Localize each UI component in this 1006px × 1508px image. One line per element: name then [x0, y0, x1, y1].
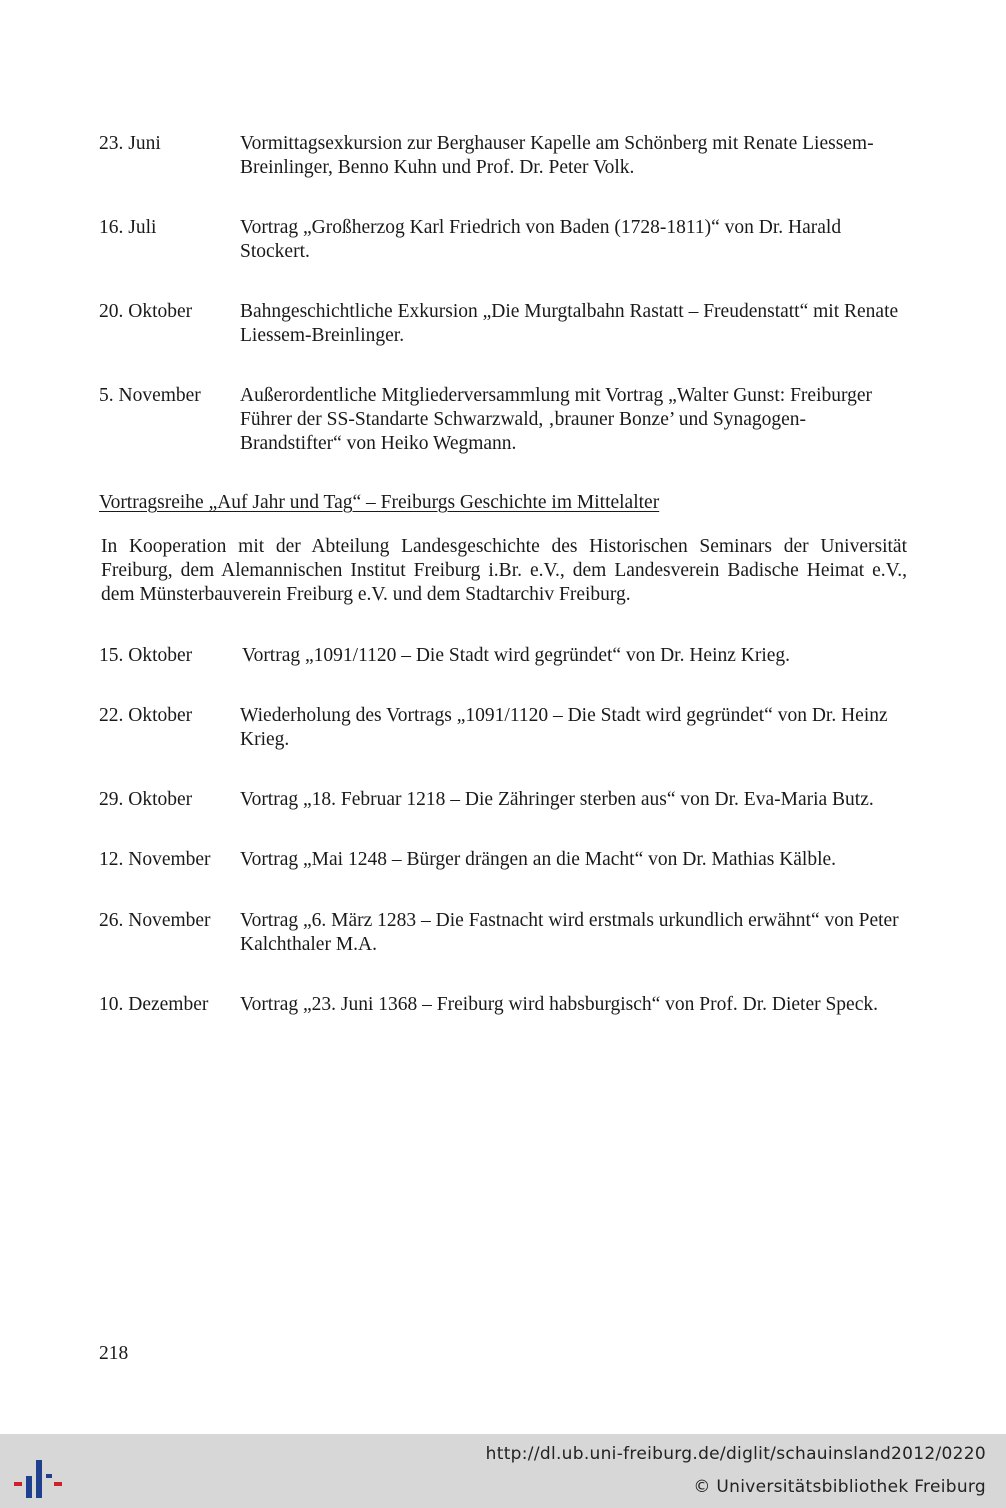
lecture-text: Vortrag „Mai 1248 – Bürger drängen an die Macht“ von Dr. Mathias Kälble. — [240, 849, 837, 870]
page-number: 218 — [99, 1343, 129, 1364]
footer-bar — [0, 1434, 1006, 1508]
lecture-text: Vortrag „1091/1120 – Die Stadt wird gegründet“ von Dr. Heinz Krieg. — [242, 645, 791, 666]
lecture-date: 10. Dezember — [99, 994, 209, 1015]
lecture-date: 26. November — [99, 910, 211, 931]
document-url[interactable]: http://dl.ub.uni-freiburg.de/diglit/schauinsland2012/0220 — [485, 1444, 986, 1464]
lecture-text: Wiederholung des Vortrags „1091/1120 – Die Stadt wird gegründet“ von Dr. Heinz Krieg. — [240, 705, 888, 750]
lecture-entry — [99, 993, 907, 1017]
event-text: Vortrag „Großherzog Karl Friedrich von Baden (1728-1811)“ von Dr. Harald Stockert. — [240, 217, 842, 262]
lecture-date: 29. Oktober — [99, 789, 193, 810]
lecture-entry — [99, 909, 907, 957]
event-entry — [99, 300, 907, 348]
ub-freiburg-logo-icon — [12, 1446, 64, 1502]
lecture-date: 12. November — [99, 849, 211, 870]
lecture-entry — [99, 704, 907, 752]
lecture-text: Vortrag „23. Juni 1368 – Freiburg wird habsburgisch“ von Prof. Dr. Dieter Speck. — [240, 994, 878, 1015]
lecture-text: Vortrag „18. Februar 1218 – Die Zähringer sterben aus“ von Dr. Eva-Maria Butz. — [240, 789, 874, 810]
event-entry — [99, 384, 907, 456]
copyright-notice: © Universitätsbibliothek Freiburg — [693, 1477, 986, 1497]
event-date: 23. Juni — [99, 133, 161, 154]
event-date: 16. Juli — [99, 217, 157, 238]
event-entry — [99, 216, 907, 264]
lecture-entry — [99, 848, 907, 872]
event-date: 20. Oktober — [99, 301, 193, 322]
lecture-entry — [99, 788, 907, 812]
section-intro: In Kooperation mit der Abteilung Landesgeschichte des Historischen Seminars der Universität Freiburg, dem Alemannischen Institut Freiburg i.Br. e.V., dem Landesverein Badische Heimat e.V., dem Münsterbauverein Freiburg e.V. und dem Stadtarchiv Freiburg. — [101, 536, 907, 605]
event-text: Vormittagsexkursion zur Berghauser Kapelle am Schönberg mit Renate Liessem-Breinlinger, Benno Kuhn und Prof. Dr. Peter Volk. — [240, 133, 874, 178]
lecture-date: 15. Oktober — [99, 645, 193, 666]
lecture-entry — [99, 644, 907, 668]
lecture-text: Vortrag „6. März 1283 – Die Fastnacht wird erstmals urkundlich erwähnt“ von Peter Kalchthaler M.A. — [240, 910, 899, 955]
lecture-date: 22. Oktober — [99, 705, 193, 726]
section-heading: Vortragsreihe „Auf Jahr und Tag“ – Freiburgs Geschichte im Mittelalter — [99, 492, 660, 513]
event-date: 5. November — [99, 385, 201, 406]
event-text: Außerordentliche Mitgliederversammlung mit Vortrag „Walter Gunst: Freiburger Führer der SS-Standarte Schwarzwald, ‚brauner Bonze’ und Synagogen-Brandstifter“ von Heiko Wegmann. — [240, 385, 873, 454]
event-entry — [99, 132, 907, 180]
event-text: Bahngeschichtliche Exkursion „Die Murgtalbahn Rastatt – Freudenstatt“ mit Renate Liessem-Breinlinger. — [240, 301, 899, 346]
